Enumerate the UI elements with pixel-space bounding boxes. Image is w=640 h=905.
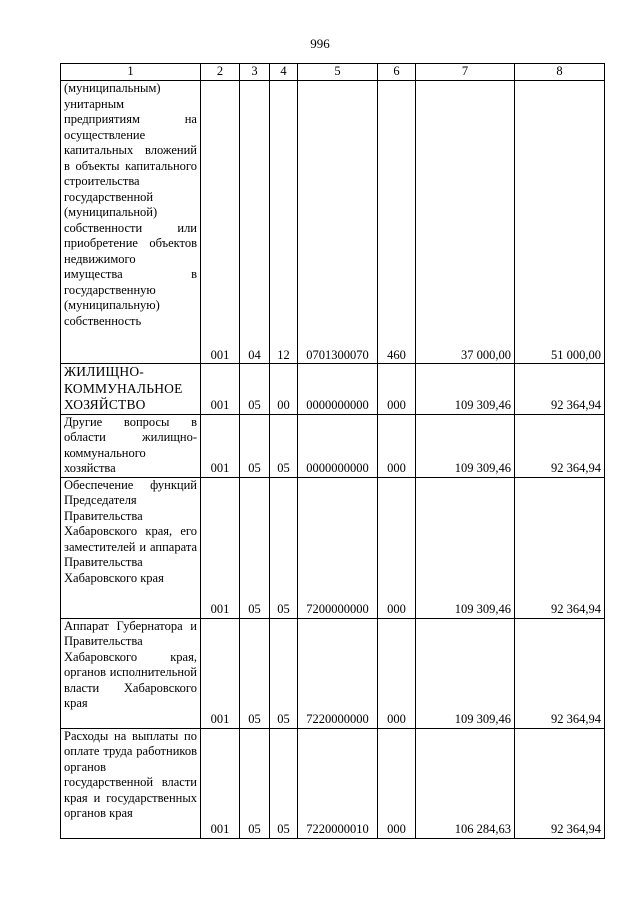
row-name: Расходы на выплаты по оплате труда работников органов государственной власти края и государственных органов края xyxy=(61,728,201,838)
column-header: 8 xyxy=(515,64,605,81)
row-name-text: ЖИЛИЩНО-КОММУНАЛЬНОЕ ХОЗЯЙСТВО xyxy=(64,364,183,412)
cell-amount-8: 92 364,94 xyxy=(515,364,605,415)
cell-amount-7: 109 309,46 xyxy=(416,477,515,618)
cell-target-article: 7220000010 xyxy=(298,728,378,838)
cell-expense-type: 000 xyxy=(378,618,416,728)
cell-expense-type: 460 xyxy=(378,81,416,364)
cell-target-article: 0701300070 xyxy=(298,81,378,364)
cell-amount-7: 106 284,63 xyxy=(416,728,515,838)
table-row xyxy=(61,728,605,838)
cell-target-article: 0000000000 xyxy=(298,364,378,415)
cell-section: 05 xyxy=(240,618,270,728)
cell-amount-8: 92 364,94 xyxy=(515,728,605,838)
cell-section: 05 xyxy=(240,364,270,415)
table-row xyxy=(61,618,605,728)
column-header: 4 xyxy=(270,64,298,81)
row-name xyxy=(61,364,201,415)
cell-code: 001 xyxy=(201,364,240,415)
row-name: Обеспечение функций Председателя Правительства Хабаровского края, его заместителей и аппарата Правительства Хабаровского края xyxy=(61,477,201,618)
table-row xyxy=(61,364,605,415)
column-header: 2 xyxy=(201,64,240,81)
row-name: Аппарат Губернатора и Правительства Хабаровского края, органов исполнительной власти Хабаровского края xyxy=(61,618,201,728)
cell-subsection: 05 xyxy=(270,414,298,477)
cell-code: 001 xyxy=(201,81,240,364)
table-row xyxy=(61,414,605,477)
cell-code: 001 xyxy=(201,728,240,838)
cell-amount-7: 109 309,46 xyxy=(416,618,515,728)
cell-amount-7: 109 309,46 xyxy=(416,364,515,415)
cell-amount-8: 92 364,94 xyxy=(515,414,605,477)
column-header: 7 xyxy=(416,64,515,81)
cell-amount-7: 37 000,00 xyxy=(416,81,515,364)
column-header: 5 xyxy=(298,64,378,81)
cell-subsection: 05 xyxy=(270,477,298,618)
cell-amount-8: 92 364,94 xyxy=(515,477,605,618)
column-header: 3 xyxy=(240,64,270,81)
table-row xyxy=(61,477,605,618)
column-header: 6 xyxy=(378,64,416,81)
cell-amount-7: 109 309,46 xyxy=(416,414,515,477)
cell-code: 001 xyxy=(201,477,240,618)
cell-target-article: 7200000000 xyxy=(298,477,378,618)
cell-code: 001 xyxy=(201,414,240,477)
column-header: 1 xyxy=(61,64,201,81)
cell-target-article: 0000000000 xyxy=(298,414,378,477)
cell-amount-8: 92 364,94 xyxy=(515,618,605,728)
table-header-row xyxy=(61,64,605,81)
cell-target-article: 7220000000 xyxy=(298,618,378,728)
cell-code: 001 xyxy=(201,618,240,728)
cell-subsection: 00 xyxy=(270,364,298,415)
cell-expense-type: 000 xyxy=(378,364,416,415)
cell-expense-type: 000 xyxy=(378,414,416,477)
cell-section: 05 xyxy=(240,728,270,838)
cell-section: 05 xyxy=(240,477,270,618)
cell-subsection: 12 xyxy=(270,81,298,364)
cell-expense-type: 000 xyxy=(378,477,416,618)
cell-subsection: 05 xyxy=(270,618,298,728)
page-number: 996 xyxy=(310,36,330,51)
cell-expense-type: 000 xyxy=(378,728,416,838)
cell-subsection: 05 xyxy=(270,728,298,838)
budget-table xyxy=(60,63,605,839)
row-name: (муниципальным) унитарным предприятиям на осуществление капитальных вложений в объекты капитального строительства государственной (муниципальной) собственности или приобретение объектов недвижимого имущества в государственную (муниципальную) собственность xyxy=(61,81,201,364)
cell-section: 05 xyxy=(240,414,270,477)
row-name: Другие вопросы в области жилищно-коммунального хозяйства xyxy=(61,414,201,477)
cell-section: 04 xyxy=(240,81,270,364)
cell-amount-8: 51 000,00 xyxy=(515,81,605,364)
table-row xyxy=(61,81,605,364)
